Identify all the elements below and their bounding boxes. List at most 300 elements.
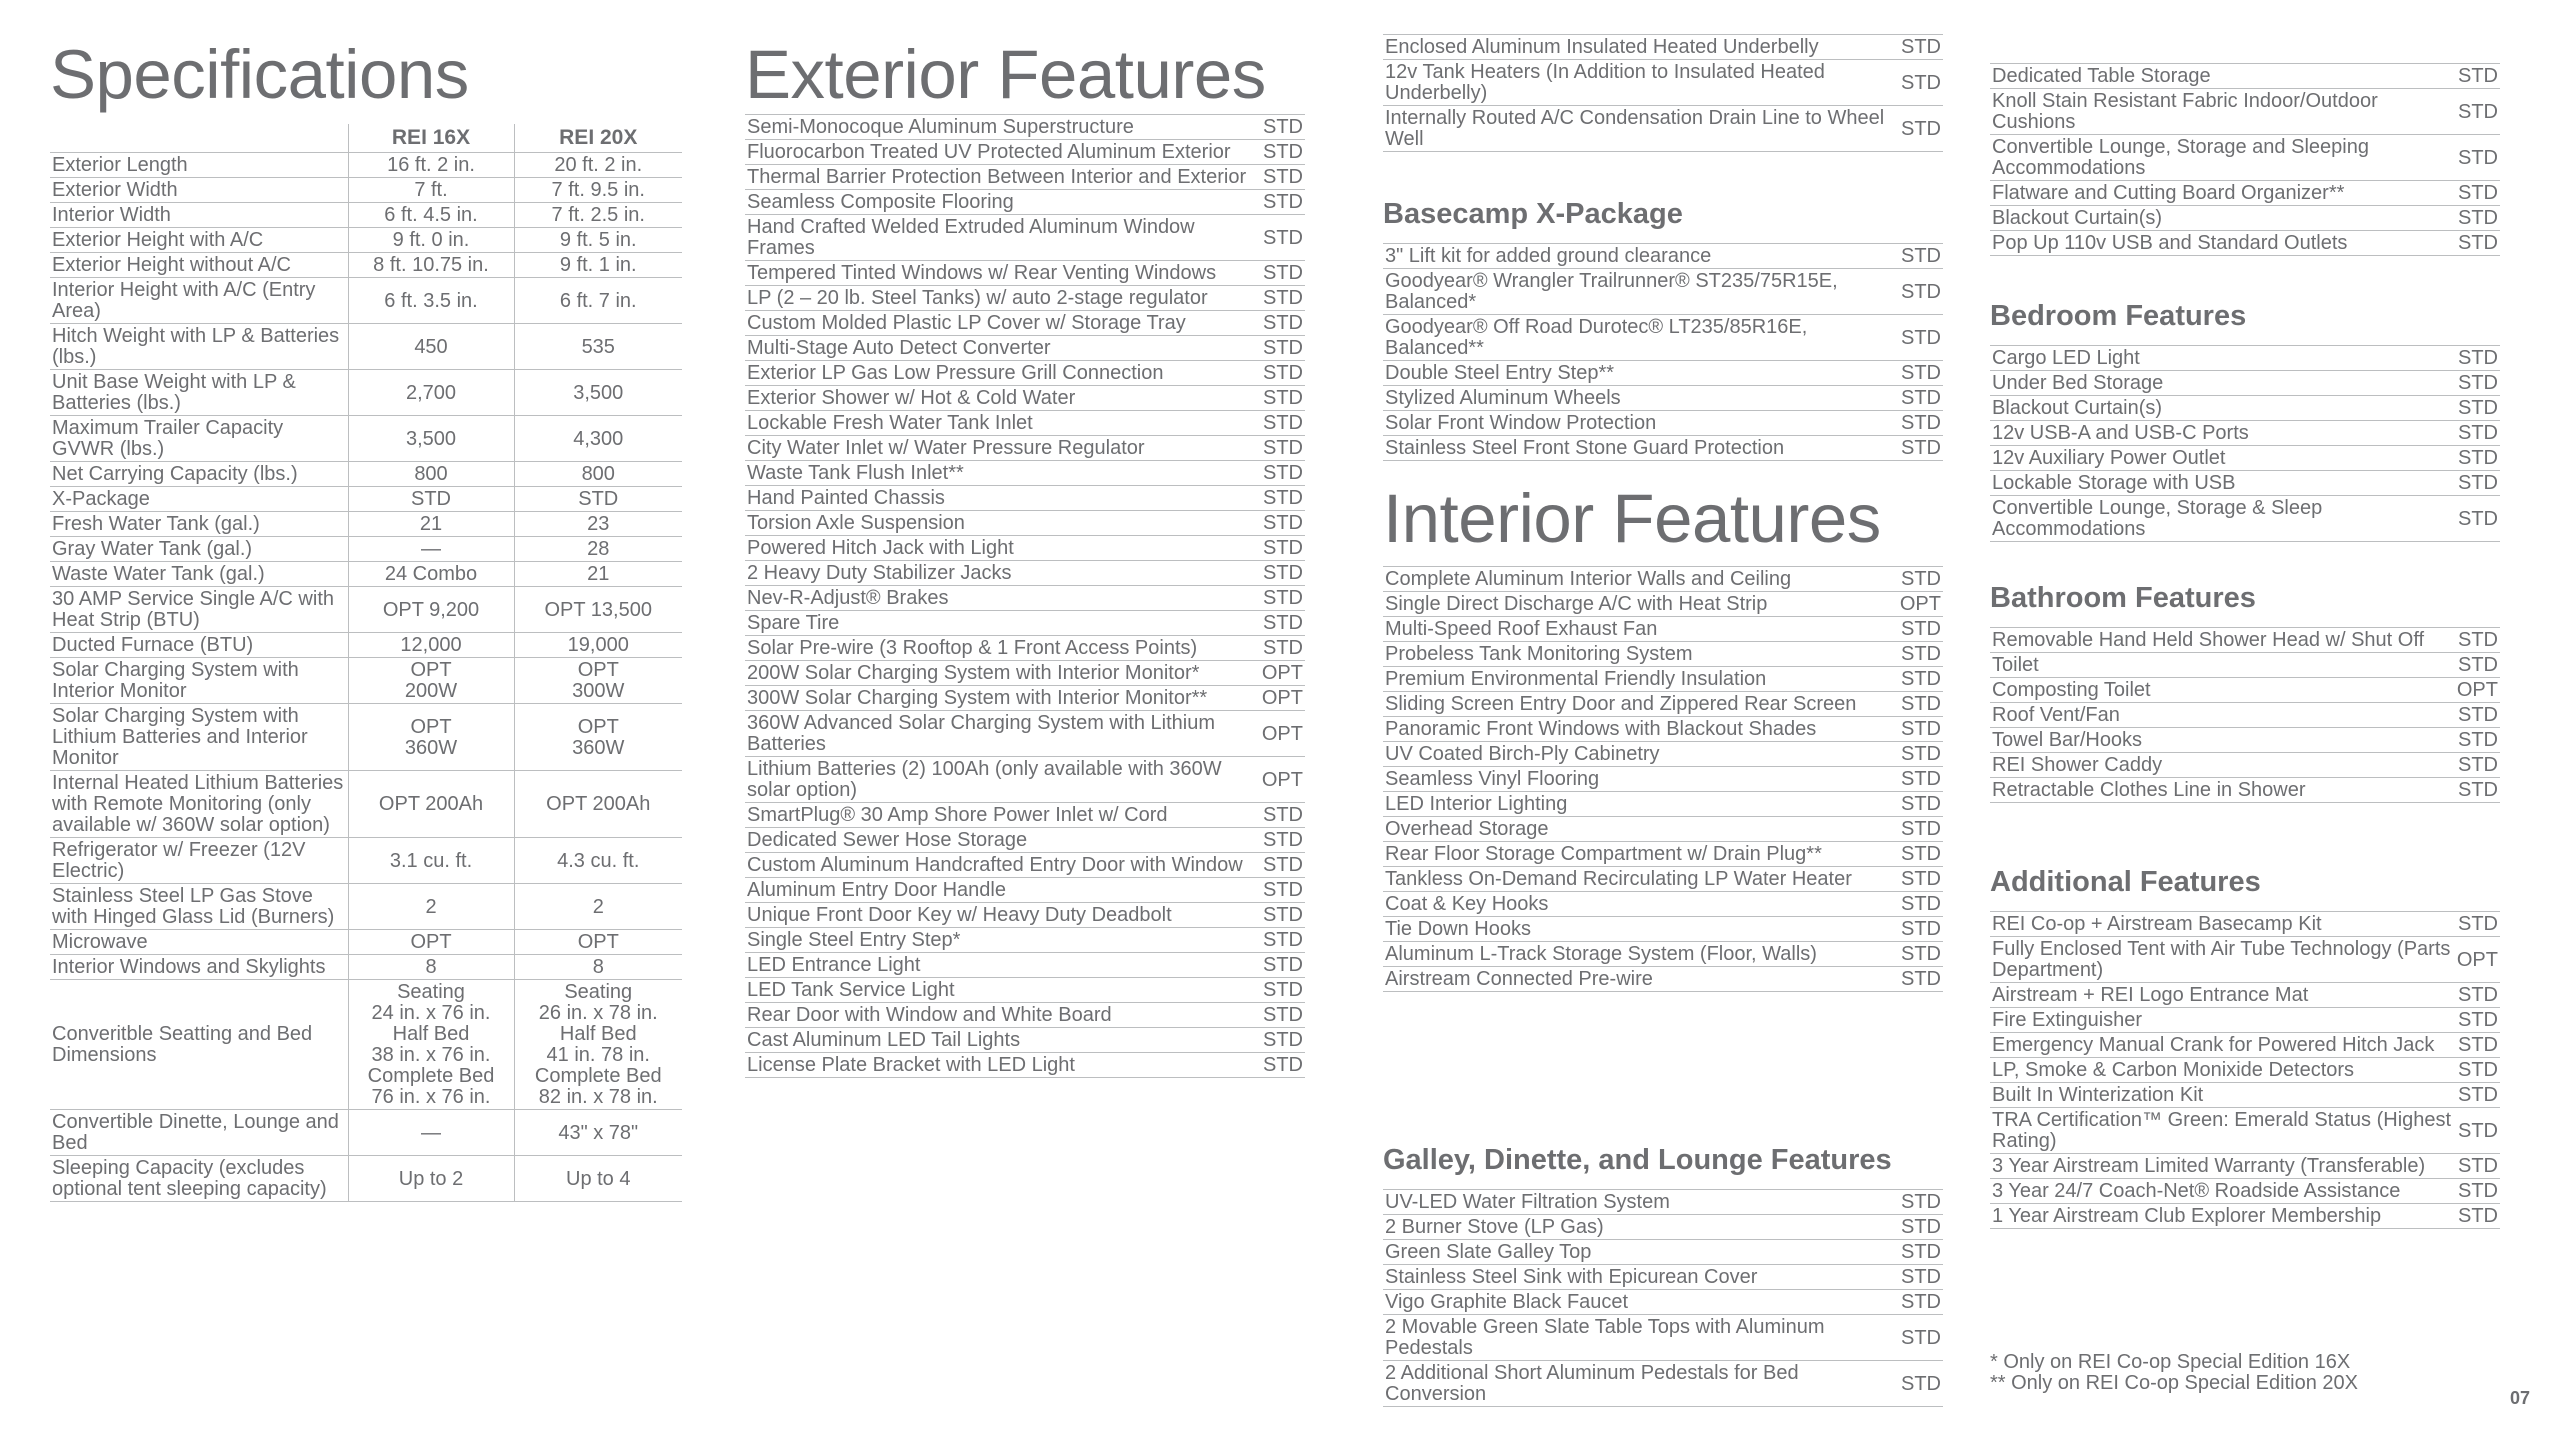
feature-row	[1990, 653, 2500, 678]
feature-row	[745, 115, 1305, 140]
feature-label: Powered Hitch Jack with Light	[745, 536, 1260, 561]
feature-label: REI Co-op + Airstream Basecamp Kit	[1990, 912, 2455, 937]
feature-row	[1383, 667, 1943, 692]
feature-row	[1383, 767, 1943, 792]
basecamp-section	[1383, 200, 1943, 461]
additional-title: Additional Features	[1990, 866, 2261, 898]
feature-row	[1383, 106, 1943, 152]
feature-availability: STD	[2455, 1058, 2500, 1083]
spec-label: Internal Heated Lithium Batteries with Remote Monitoring (only available w/ 360W solar option)	[50, 771, 348, 838]
feature-availability: OPT	[1260, 757, 1305, 803]
spec-value-20x: 19,000	[514, 633, 682, 658]
feature-label: Nev-R-Adjust® Brakes	[745, 586, 1260, 611]
feature-availability: STD	[1894, 767, 1943, 792]
spec-value-20x: STD	[514, 487, 682, 512]
feature-row	[1383, 867, 1943, 892]
feature-availability: OPT	[1894, 592, 1943, 617]
feature-label: LED Interior Lighting	[1383, 792, 1894, 817]
spec-label: Sleeping Capacity (excludes optional tent sleeping capacity)	[50, 1156, 348, 1202]
spec-label: Microwave	[50, 930, 348, 955]
feature-row	[745, 928, 1305, 953]
feature-availability: STD	[2455, 1083, 2500, 1108]
feature-label: Cast Aluminum LED Tail Lights	[745, 1028, 1260, 1053]
feature-label: LED Entrance Light	[745, 953, 1260, 978]
page-number: 07	[2509, 1388, 2530, 1408]
feature-label: TRA Certification™ Green: Emerald Status (Highest Rating)	[1990, 1108, 2455, 1154]
feature-label: Enclosed Aluminum Insulated Heated Underbelly	[1383, 35, 1899, 60]
spec-label: Converitble Seatting and Bed Dimensions	[50, 980, 348, 1110]
feature-availability: STD	[1260, 140, 1305, 165]
feature-label: Aluminum Entry Door Handle	[745, 878, 1260, 903]
feature-availability: STD	[1260, 411, 1305, 436]
feature-availability: STD	[1260, 115, 1305, 140]
feature-row	[745, 561, 1305, 586]
spec-value-20x: 8	[514, 955, 682, 980]
spec-value-20x: 20 ft. 2 in.	[514, 153, 682, 178]
feature-row	[1990, 64, 2500, 89]
specifications-table	[50, 124, 682, 1202]
bathroom-title: Bathroom Features	[1990, 582, 2256, 614]
feature-availability: STD	[1260, 215, 1305, 261]
feature-row	[745, 311, 1305, 336]
spec-value-20x: 2	[514, 884, 682, 930]
feature-row	[1990, 371, 2500, 396]
feature-availability: STD	[1260, 336, 1305, 361]
feature-label: Double Steel Entry Step**	[1383, 361, 1899, 386]
spec-label: Solar Charging System with Interior Monitor	[50, 658, 348, 704]
feature-row	[1383, 60, 1943, 106]
galley-continued-list	[1990, 63, 2500, 256]
feature-row	[1383, 244, 1943, 269]
feature-availability: STD	[2452, 753, 2500, 778]
spec-header-rei-20x: REI 20X	[514, 124, 682, 153]
feature-label: Pop Up 110v USB and Standard Outlets	[1990, 231, 2456, 256]
feature-label: 1 Year Airstream Club Explorer Membership	[1990, 1204, 2455, 1229]
spec-value-20x: OPT 300W	[514, 658, 682, 704]
feature-label: Blackout Curtain(s)	[1990, 206, 2456, 231]
feature-label: Toilet	[1990, 653, 2452, 678]
feature-availability: STD	[2458, 372, 2498, 394]
spec-row	[50, 487, 682, 512]
spec-value-16x: 800	[348, 462, 514, 487]
footnote-16x: * Only on REI Co-op Special Edition 16X	[1990, 1351, 2351, 1373]
feature-availability: STD	[1899, 1361, 1943, 1407]
feature-availability: STD	[1260, 636, 1305, 661]
additional-list	[1990, 911, 2500, 1229]
feature-row	[745, 486, 1305, 511]
spec-row	[50, 203, 682, 228]
feature-label: Under Bed Storage	[1990, 371, 2456, 396]
feature-availability: STD	[1894, 642, 1943, 667]
feature-availability: STD	[1260, 461, 1305, 486]
feature-availability: STD	[2452, 703, 2500, 728]
spec-value-20x: 9 ft. 5 in.	[514, 228, 682, 253]
feature-availability: STD	[2456, 496, 2500, 542]
feature-availability: STD	[2455, 983, 2500, 1008]
feature-label: Hand Crafted Welded Extruded Aluminum Window Frames	[745, 215, 1260, 261]
feature-row	[1383, 1315, 1943, 1361]
feature-availability: STD	[1260, 586, 1305, 611]
spec-value-16x: OPT 360W	[348, 704, 514, 771]
feature-row	[745, 165, 1305, 190]
feature-label: 3 Year 24/7 Coach-Net® Roadside Assistance	[1990, 1179, 2455, 1204]
feature-label: LP, Smoke & Carbon Monixide Detectors	[1990, 1058, 2455, 1083]
specifications-header-row	[50, 124, 682, 153]
feature-row	[745, 686, 1305, 711]
feature-availability: STD	[1260, 853, 1305, 878]
feature-row	[1383, 361, 1943, 386]
feature-availability: STD	[2455, 1108, 2500, 1154]
spec-row	[50, 955, 682, 980]
feature-availability: STD	[1894, 792, 1943, 817]
feature-label: Stylized Aluminum Wheels	[1383, 386, 1899, 411]
spec-value-20x: OPT 360W	[514, 704, 682, 771]
feature-availability: STD	[2458, 182, 2498, 204]
feature-row	[745, 953, 1305, 978]
feature-availability: STD	[2452, 728, 2500, 753]
bathroom-list	[1990, 627, 2500, 803]
spec-value-16x: 450	[348, 324, 514, 370]
feature-row	[1383, 1240, 1943, 1265]
feature-row	[1990, 1033, 2500, 1058]
spec-row	[50, 324, 682, 370]
feature-row	[1990, 231, 2500, 256]
feature-availability: STD	[1894, 917, 1943, 942]
feature-row	[1990, 206, 2500, 231]
spec-row	[50, 1110, 682, 1156]
feature-availability: STD	[1260, 511, 1305, 536]
feature-row	[1383, 817, 1943, 842]
spec-value-16x: 24 Combo	[348, 562, 514, 587]
spec-label: Hitch Weight with LP & Batteries (lbs.)	[50, 324, 348, 370]
feature-row	[745, 336, 1305, 361]
feature-availability: STD	[2458, 232, 2498, 254]
feature-row	[1383, 411, 1943, 436]
feature-label: City Water Inlet w/ Water Pressure Regulator	[745, 436, 1260, 461]
footnote-20x: ** Only on REI Co-op Special Edition 20X	[1990, 1372, 2358, 1394]
feature-row	[1990, 937, 2500, 983]
feature-row	[745, 903, 1305, 928]
feature-label: Exterior LP Gas Low Pressure Grill Connection	[745, 361, 1260, 386]
feature-availability: STD	[2458, 422, 2498, 444]
spec-value-16x: 7 ft.	[348, 178, 514, 203]
feature-availability: STD	[1901, 36, 1941, 58]
feature-label: Blackout Curtain(s)	[1990, 396, 2456, 421]
feature-row	[1383, 617, 1943, 642]
galley-list	[1383, 1189, 1943, 1407]
feature-row	[1383, 567, 1943, 592]
feature-label: 2 Movable Green Slate Table Tops with Aluminum Pedestals	[1383, 1315, 1899, 1361]
feature-availability: STD	[1894, 692, 1943, 717]
feature-row	[1990, 1108, 2500, 1154]
feature-label: Airstream + REI Logo Entrance Mat	[1990, 983, 2455, 1008]
feature-label: Convertible Lounge, Storage and Sleeping Accommodations	[1990, 135, 2456, 181]
feature-label: 12v Tank Heaters (In Addition to Insulated Heated Underbelly)	[1383, 60, 1899, 106]
feature-row	[745, 711, 1305, 757]
spec-row	[50, 462, 682, 487]
spec-row	[50, 884, 682, 930]
spec-label: Interior Windows and Skylights	[50, 955, 348, 980]
feature-availability: STD	[1894, 842, 1943, 867]
feature-row	[1990, 1008, 2500, 1033]
spec-label: Exterior Length	[50, 153, 348, 178]
feature-label: Removable Hand Held Shower Head w/ Shut Off	[1990, 628, 2452, 653]
feature-row	[1990, 181, 2500, 206]
feature-label: Custom Aluminum Handcrafted Entry Door with Window	[745, 853, 1260, 878]
bedroom-section	[1990, 302, 2500, 542]
spec-value-16x: 3,500	[348, 416, 514, 462]
spec-value-16x: OPT 200W	[348, 658, 514, 704]
feature-label: Tankless On-Demand Recirculating LP Water Heater	[1383, 867, 1894, 892]
spec-label: Stainless Steel LP Gas Stove with Hinged Glass Lid (Burners)	[50, 884, 348, 930]
feature-row	[745, 190, 1305, 215]
spec-value-20x: 4,300	[514, 416, 682, 462]
feature-label: Waste Tank Flush Inlet**	[745, 461, 1260, 486]
feature-row	[1383, 642, 1943, 667]
feature-row	[745, 636, 1305, 661]
feature-label: 3" Lift kit for added ground clearance	[1383, 244, 1899, 269]
feature-label: LED Tank Service Light	[745, 978, 1260, 1003]
feature-row	[745, 511, 1305, 536]
feature-availability: OPT	[2455, 937, 2500, 983]
feature-availability: STD	[1901, 1191, 1941, 1213]
spec-row	[50, 587, 682, 633]
exterior-features-continued-list	[1383, 34, 1943, 152]
feature-availability: STD	[2458, 397, 2498, 419]
feature-label: 2 Additional Short Aluminum Pedestals for Bed Conversion	[1383, 1361, 1899, 1407]
bathroom-section	[1990, 584, 2500, 803]
feature-label: Overhead Storage	[1383, 817, 1894, 842]
feature-availability: STD	[1894, 717, 1943, 742]
spec-label: Convertible Dinette, Lounge and Bed	[50, 1110, 348, 1156]
feature-availability: STD	[1894, 817, 1943, 842]
spec-value-16x: OPT 200Ah	[348, 771, 514, 838]
feature-label: Multi-Speed Roof Exhaust Fan	[1383, 617, 1894, 642]
feature-label: Complete Aluminum Interior Walls and Ceiling	[1383, 567, 1894, 592]
feature-row	[745, 661, 1305, 686]
feature-row	[1990, 912, 2500, 937]
feature-label: 3 Year Airstream Limited Warranty (Transferable)	[1990, 1154, 2455, 1179]
feature-label: Green Slate Galley Top	[1383, 1240, 1899, 1265]
feature-availability: STD	[1899, 1315, 1943, 1361]
feature-row	[1383, 436, 1943, 461]
feature-availability: OPT	[1261, 687, 1303, 709]
feature-row	[1990, 678, 2500, 703]
spec-row	[50, 658, 682, 704]
feature-label: Stainless Steel Sink with Epicurean Cover	[1383, 1265, 1899, 1290]
feature-availability: STD	[2455, 1008, 2500, 1033]
feature-availability: STD	[1260, 1028, 1305, 1053]
feature-label: Internally Routed A/C Condensation Drain Line to Wheel Well	[1383, 106, 1899, 152]
feature-availability: STD	[1260, 361, 1305, 386]
spec-value-20x: OPT	[514, 930, 682, 955]
feature-row	[745, 386, 1305, 411]
feature-row	[1990, 346, 2500, 371]
feature-availability: STD	[1260, 486, 1305, 511]
feature-availability: STD	[2455, 1204, 2500, 1229]
spec-row	[50, 178, 682, 203]
feature-label: 300W Solar Charging System with Interior Monitor**	[745, 686, 1260, 711]
feature-row	[745, 611, 1305, 636]
spec-value-20x: 28	[514, 537, 682, 562]
feature-availability: STD	[2452, 628, 2500, 653]
feature-availability: STD	[1260, 561, 1305, 586]
spec-row	[50, 562, 682, 587]
feature-label: Goodyear® Off Road Durotec® LT235/85R16E, Balanced**	[1383, 315, 1899, 361]
feature-availability: STD	[1894, 942, 1943, 967]
feature-label: Knoll Stain Resistant Fabric Indoor/Outdoor Cushions	[1990, 89, 2456, 135]
spec-value-16x: OPT	[348, 930, 514, 955]
feature-label: Rear Floor Storage Compartment w/ Drain Plug**	[1383, 842, 1894, 867]
feature-row	[745, 215, 1305, 261]
feature-label: Custom Molded Plastic LP Cover w/ Storage Tray	[745, 311, 1260, 336]
spec-value-16x: 21	[348, 512, 514, 537]
feature-row	[745, 461, 1305, 486]
feature-availability: STD	[2456, 135, 2500, 181]
spec-value-16x: 2	[348, 884, 514, 930]
feature-availability: OPT	[1260, 711, 1305, 757]
feature-availability: STD	[1260, 953, 1305, 978]
spec-value-20x: 23	[514, 512, 682, 537]
feature-availability: STD	[2458, 207, 2498, 229]
feature-label: Aluminum L-Track Storage System (Floor, Walls)	[1383, 942, 1894, 967]
spec-row	[50, 633, 682, 658]
feature-label: Airstream Connected Pre-wire	[1383, 967, 1894, 992]
feature-label: 2 Heavy Duty Stabilizer Jacks	[745, 561, 1260, 586]
feature-row	[745, 536, 1305, 561]
feature-row	[1383, 315, 1943, 361]
feature-label: Rear Door with Window and White Board	[745, 1003, 1260, 1028]
feature-availability: STD	[2455, 1179, 2500, 1204]
feature-availability: STD	[1260, 311, 1305, 336]
feature-label: Spare Tire	[745, 611, 1260, 636]
spec-value-16x: 16 ft. 2 in.	[348, 153, 514, 178]
feature-availability: STD	[1901, 245, 1941, 267]
feature-availability: STD	[1894, 892, 1943, 917]
spec-value-20x: 7 ft. 2.5 in.	[514, 203, 682, 228]
feature-availability: STD	[1260, 803, 1305, 828]
feature-label: UV Coated Birch-Ply Cabinetry	[1383, 742, 1894, 767]
feature-row	[1990, 1154, 2500, 1179]
spec-value-16x: 6 ft. 3.5 in.	[348, 278, 514, 324]
spec-value-20x: 43" x 78"	[514, 1110, 682, 1156]
feature-label: 12v USB-A and USB-C Ports	[1990, 421, 2456, 446]
spec-value-16x: 8	[348, 955, 514, 980]
feature-label: Stainless Steel Front Stone Guard Protection	[1383, 436, 1899, 461]
feature-availability: STD	[1260, 386, 1305, 411]
feature-label: Thermal Barrier Protection Between Interior and Exterior	[745, 165, 1260, 190]
spec-label: Interior Width	[50, 203, 348, 228]
feature-availability: STD	[1260, 536, 1305, 561]
feature-row	[745, 411, 1305, 436]
spec-value-16x: Seating 24 in. x 76 in. Half Bed 38 in. x 76 in. Complete Bed 76 in. x 76 in.	[348, 980, 514, 1110]
feature-label: Seamless Vinyl Flooring	[1383, 767, 1894, 792]
feature-label: Fully Enclosed Tent with Air Tube Technology (Parts Department)	[1990, 937, 2455, 983]
feature-label: Probeless Tank Monitoring System	[1383, 642, 1894, 667]
spec-value-16x: 3.1 cu. ft.	[348, 838, 514, 884]
feature-row	[1990, 471, 2500, 496]
feature-row	[745, 1053, 1305, 1078]
spec-value-20x: 21	[514, 562, 682, 587]
feature-label: Built In Winterization Kit	[1990, 1083, 2455, 1108]
feature-label: 360W Advanced Solar Charging System with Lithium Batteries	[745, 711, 1260, 757]
feature-availability: STD	[1894, 742, 1943, 767]
feature-availability: STD	[2458, 347, 2498, 369]
spec-row	[50, 512, 682, 537]
feature-row	[1990, 1083, 2500, 1108]
basecamp-list	[1383, 243, 1943, 461]
feature-availability: STD	[2455, 1154, 2500, 1179]
spec-row	[50, 228, 682, 253]
spec-value-16x: STD	[348, 487, 514, 512]
feature-label: Panoramic Front Windows with Blackout Shades	[1383, 717, 1894, 742]
spec-row	[50, 704, 682, 771]
spec-header-blank	[50, 124, 348, 153]
feature-row	[1990, 1204, 2500, 1229]
feature-label: Solar Front Window Protection	[1383, 411, 1899, 436]
feature-row	[1383, 1361, 1943, 1407]
feature-row	[1990, 1179, 2500, 1204]
specifications-title: Specifications	[50, 36, 469, 113]
feature-row	[745, 853, 1305, 878]
feature-row	[1990, 728, 2500, 753]
feature-label: LP (2 – 20 lb. Steel Tanks) w/ auto 2-stage regulator	[745, 286, 1260, 311]
feature-label: Cargo LED Light	[1990, 346, 2456, 371]
feature-label: Hand Painted Chassis	[745, 486, 1260, 511]
feature-availability: STD	[2458, 472, 2498, 494]
spec-row	[50, 370, 682, 416]
feature-row	[745, 1003, 1305, 1028]
spec-value-16x: Up to 2	[348, 1156, 514, 1202]
feature-row	[1383, 35, 1943, 60]
spec-label: Unit Base Weight with LP & Batteries (lbs.)	[50, 370, 348, 416]
feature-availability: STD	[1260, 828, 1305, 853]
spec-value-20x: 535	[514, 324, 682, 370]
galley-section	[1383, 1146, 1943, 1407]
feature-availability: STD	[1894, 567, 1943, 592]
spec-row	[50, 278, 682, 324]
feature-row	[1383, 692, 1943, 717]
spec-value-20x: OPT 13,500	[514, 587, 682, 633]
spec-label: Maximum Trailer Capacity GVWR (lbs.)	[50, 416, 348, 462]
feature-availability: OPT	[1261, 662, 1303, 684]
feature-availability: STD	[1260, 878, 1305, 903]
feature-row	[1383, 1190, 1943, 1215]
spec-label: Exterior Width	[50, 178, 348, 203]
feature-row	[1383, 842, 1943, 867]
feature-label: Roof Vent/Fan	[1990, 703, 2452, 728]
feature-label: Vigo Graphite Black Faucet	[1383, 1290, 1899, 1315]
feature-availability: STD	[1901, 437, 1941, 459]
feature-label: License Plate Bracket with LED Light	[745, 1053, 1260, 1078]
spec-label: 30 AMP Service Single A/C with Heat Strip (BTU)	[50, 587, 348, 633]
spec-label: X-Package	[50, 487, 348, 512]
feature-label: 12v Auxiliary Power Outlet	[1990, 446, 2456, 471]
feature-row	[745, 803, 1305, 828]
feature-availability: STD	[1899, 315, 1943, 361]
feature-label: Lockable Fresh Water Tank Inlet	[745, 411, 1260, 436]
feature-row	[1990, 396, 2500, 421]
feature-label: Unique Front Door Key w/ Heavy Duty Deadbolt	[745, 903, 1260, 928]
feature-availability: OPT	[2452, 678, 2500, 703]
feature-availability: STD	[1901, 1266, 1941, 1288]
spec-value-20x: Up to 4	[514, 1156, 682, 1202]
feature-label: Fire Extinguisher	[1990, 1008, 2455, 1033]
feature-row	[745, 286, 1305, 311]
feature-availability: STD	[1901, 1241, 1941, 1263]
feature-label: Seamless Composite Flooring	[745, 190, 1260, 215]
spec-row	[50, 153, 682, 178]
